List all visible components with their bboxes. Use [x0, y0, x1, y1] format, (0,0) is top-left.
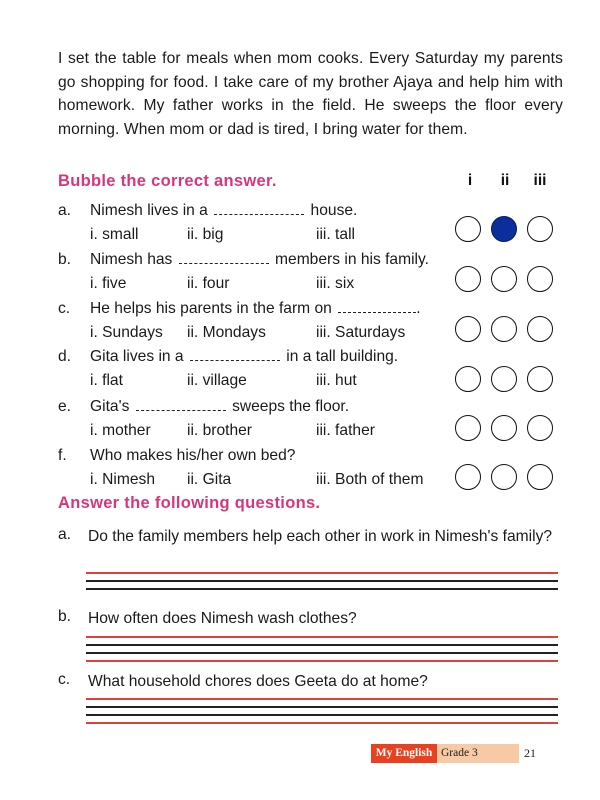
footer-bar [371, 744, 519, 763]
question-letter: f. [58, 447, 67, 464]
answer-lines-b[interactable] [86, 636, 558, 664]
bubble-a-i[interactable] [455, 216, 481, 242]
option-ii: ii. four [187, 275, 230, 292]
answer-section-title: Answer the following questions. [58, 494, 321, 512]
mcq-question-e [58, 398, 448, 446]
mcq-question-a [58, 202, 448, 250]
footer-grade: Grade 3 [441, 747, 478, 759]
column-header-iii: iii [533, 172, 547, 189]
bubble-d-iii[interactable] [527, 366, 553, 392]
option-iii: iii. Saturdays [316, 324, 406, 341]
ruled-line [86, 698, 558, 700]
open-question-a [58, 526, 558, 572]
mcq-question-d [58, 348, 448, 396]
ruled-line [86, 652, 558, 654]
ruled-line [86, 706, 558, 708]
open-question-c [58, 671, 558, 693]
bubble-a-ii[interactable] [491, 216, 517, 242]
question-letter: b. [58, 608, 72, 625]
option-ii: ii. brother [187, 422, 253, 439]
question-text: Do the family members help each other in work in Nimesh's family? [88, 528, 553, 545]
question-letter: c. [58, 671, 71, 688]
question-letter: c. [58, 300, 71, 317]
ruled-line [86, 722, 558, 724]
ruled-line [86, 660, 558, 662]
question-letter: d. [58, 348, 72, 365]
ruled-line [86, 714, 558, 716]
question-letter: b. [58, 251, 72, 268]
answer-blank [338, 301, 416, 313]
bubble-e-iii[interactable] [527, 415, 553, 441]
option-iii: iii. tall [316, 226, 355, 243]
answer-blank [136, 399, 226, 411]
ruled-line [86, 588, 558, 590]
bubble-c-ii[interactable] [491, 316, 517, 342]
bubble-c-i[interactable] [455, 316, 481, 342]
option-i: i. Sundays [90, 324, 163, 341]
mcq-question-f [58, 447, 448, 495]
option-i: i. Nimesh [90, 471, 155, 488]
bubble-d-i[interactable] [455, 366, 481, 392]
bubble-e-i[interactable] [455, 415, 481, 441]
column-header-i: i [467, 172, 473, 189]
reading-passage: I set the table for meals when mom cooks. Every Saturday my parents go shopping for food. I take care of my brother Ajaya and help him with homework. My father works in the field. He sweeps the floor every morning. When mom or dad is tired, I bring water for them. [58, 50, 563, 138]
option-ii: ii. big [187, 226, 224, 243]
question-stem: He helps his parents in the farm on . [90, 300, 421, 317]
question-stem: Who makes his/her own bed? [90, 447, 296, 464]
option-iii: iii. Both of them [316, 471, 424, 488]
bubble-b-iii[interactable] [527, 266, 553, 292]
answer-blank [214, 203, 304, 215]
option-iii: iii. father [316, 422, 375, 439]
question-letter: a. [58, 202, 72, 219]
question-stem: Gita's sweeps the floor. [90, 398, 350, 415]
answer-blank [179, 252, 269, 264]
option-i: i. mother [90, 422, 151, 439]
footer-brand: My English [371, 744, 437, 763]
bubble-d-ii[interactable] [491, 366, 517, 392]
column-header-ii: ii [500, 172, 510, 189]
option-iii: iii. six [316, 275, 355, 292]
bubble-c-iii[interactable] [527, 316, 553, 342]
bubble-b-ii[interactable] [491, 266, 517, 292]
ruled-line [86, 644, 558, 646]
ruled-line [86, 572, 558, 574]
bubble-f-iii[interactable] [527, 464, 553, 490]
option-ii: ii. Mondays [187, 324, 266, 341]
option-i: i. small [90, 226, 139, 243]
bubble-a-iii[interactable] [527, 216, 553, 242]
question-letter: a. [58, 526, 72, 543]
option-i: i. flat [90, 372, 123, 389]
ruled-line [86, 636, 558, 638]
bubble-b-i[interactable] [455, 266, 481, 292]
bubble-f-i[interactable] [455, 464, 481, 490]
answer-lines-c[interactable] [86, 698, 558, 726]
option-ii: ii. village [187, 372, 247, 389]
option-ii: ii. Gita [187, 471, 232, 488]
answer-blank [190, 349, 280, 361]
option-iii: iii. hut [316, 372, 357, 389]
ruled-line [86, 580, 558, 582]
page-number: 21 [524, 746, 536, 760]
question-text: What household chores does Geeta do at home? [88, 673, 428, 690]
bubble-e-ii[interactable] [491, 415, 517, 441]
question-stem: Gita lives in a in a tall building. [90, 348, 399, 365]
bubble-f-ii[interactable] [491, 464, 517, 490]
answer-lines-a[interactable] [86, 572, 558, 592]
bubble-section-title: Bubble the correct answer. [58, 172, 277, 190]
open-question-b [58, 608, 558, 630]
question-text: How often does Nimesh wash clothes? [88, 610, 357, 627]
question-letter: e. [58, 398, 72, 415]
question-stem: Nimesh has members in his family. [90, 251, 429, 268]
question-stem: Nimesh lives in a house. [90, 202, 358, 219]
mcq-question-b [58, 251, 448, 299]
mcq-question-c [58, 300, 448, 348]
option-i: i. five [90, 275, 127, 292]
